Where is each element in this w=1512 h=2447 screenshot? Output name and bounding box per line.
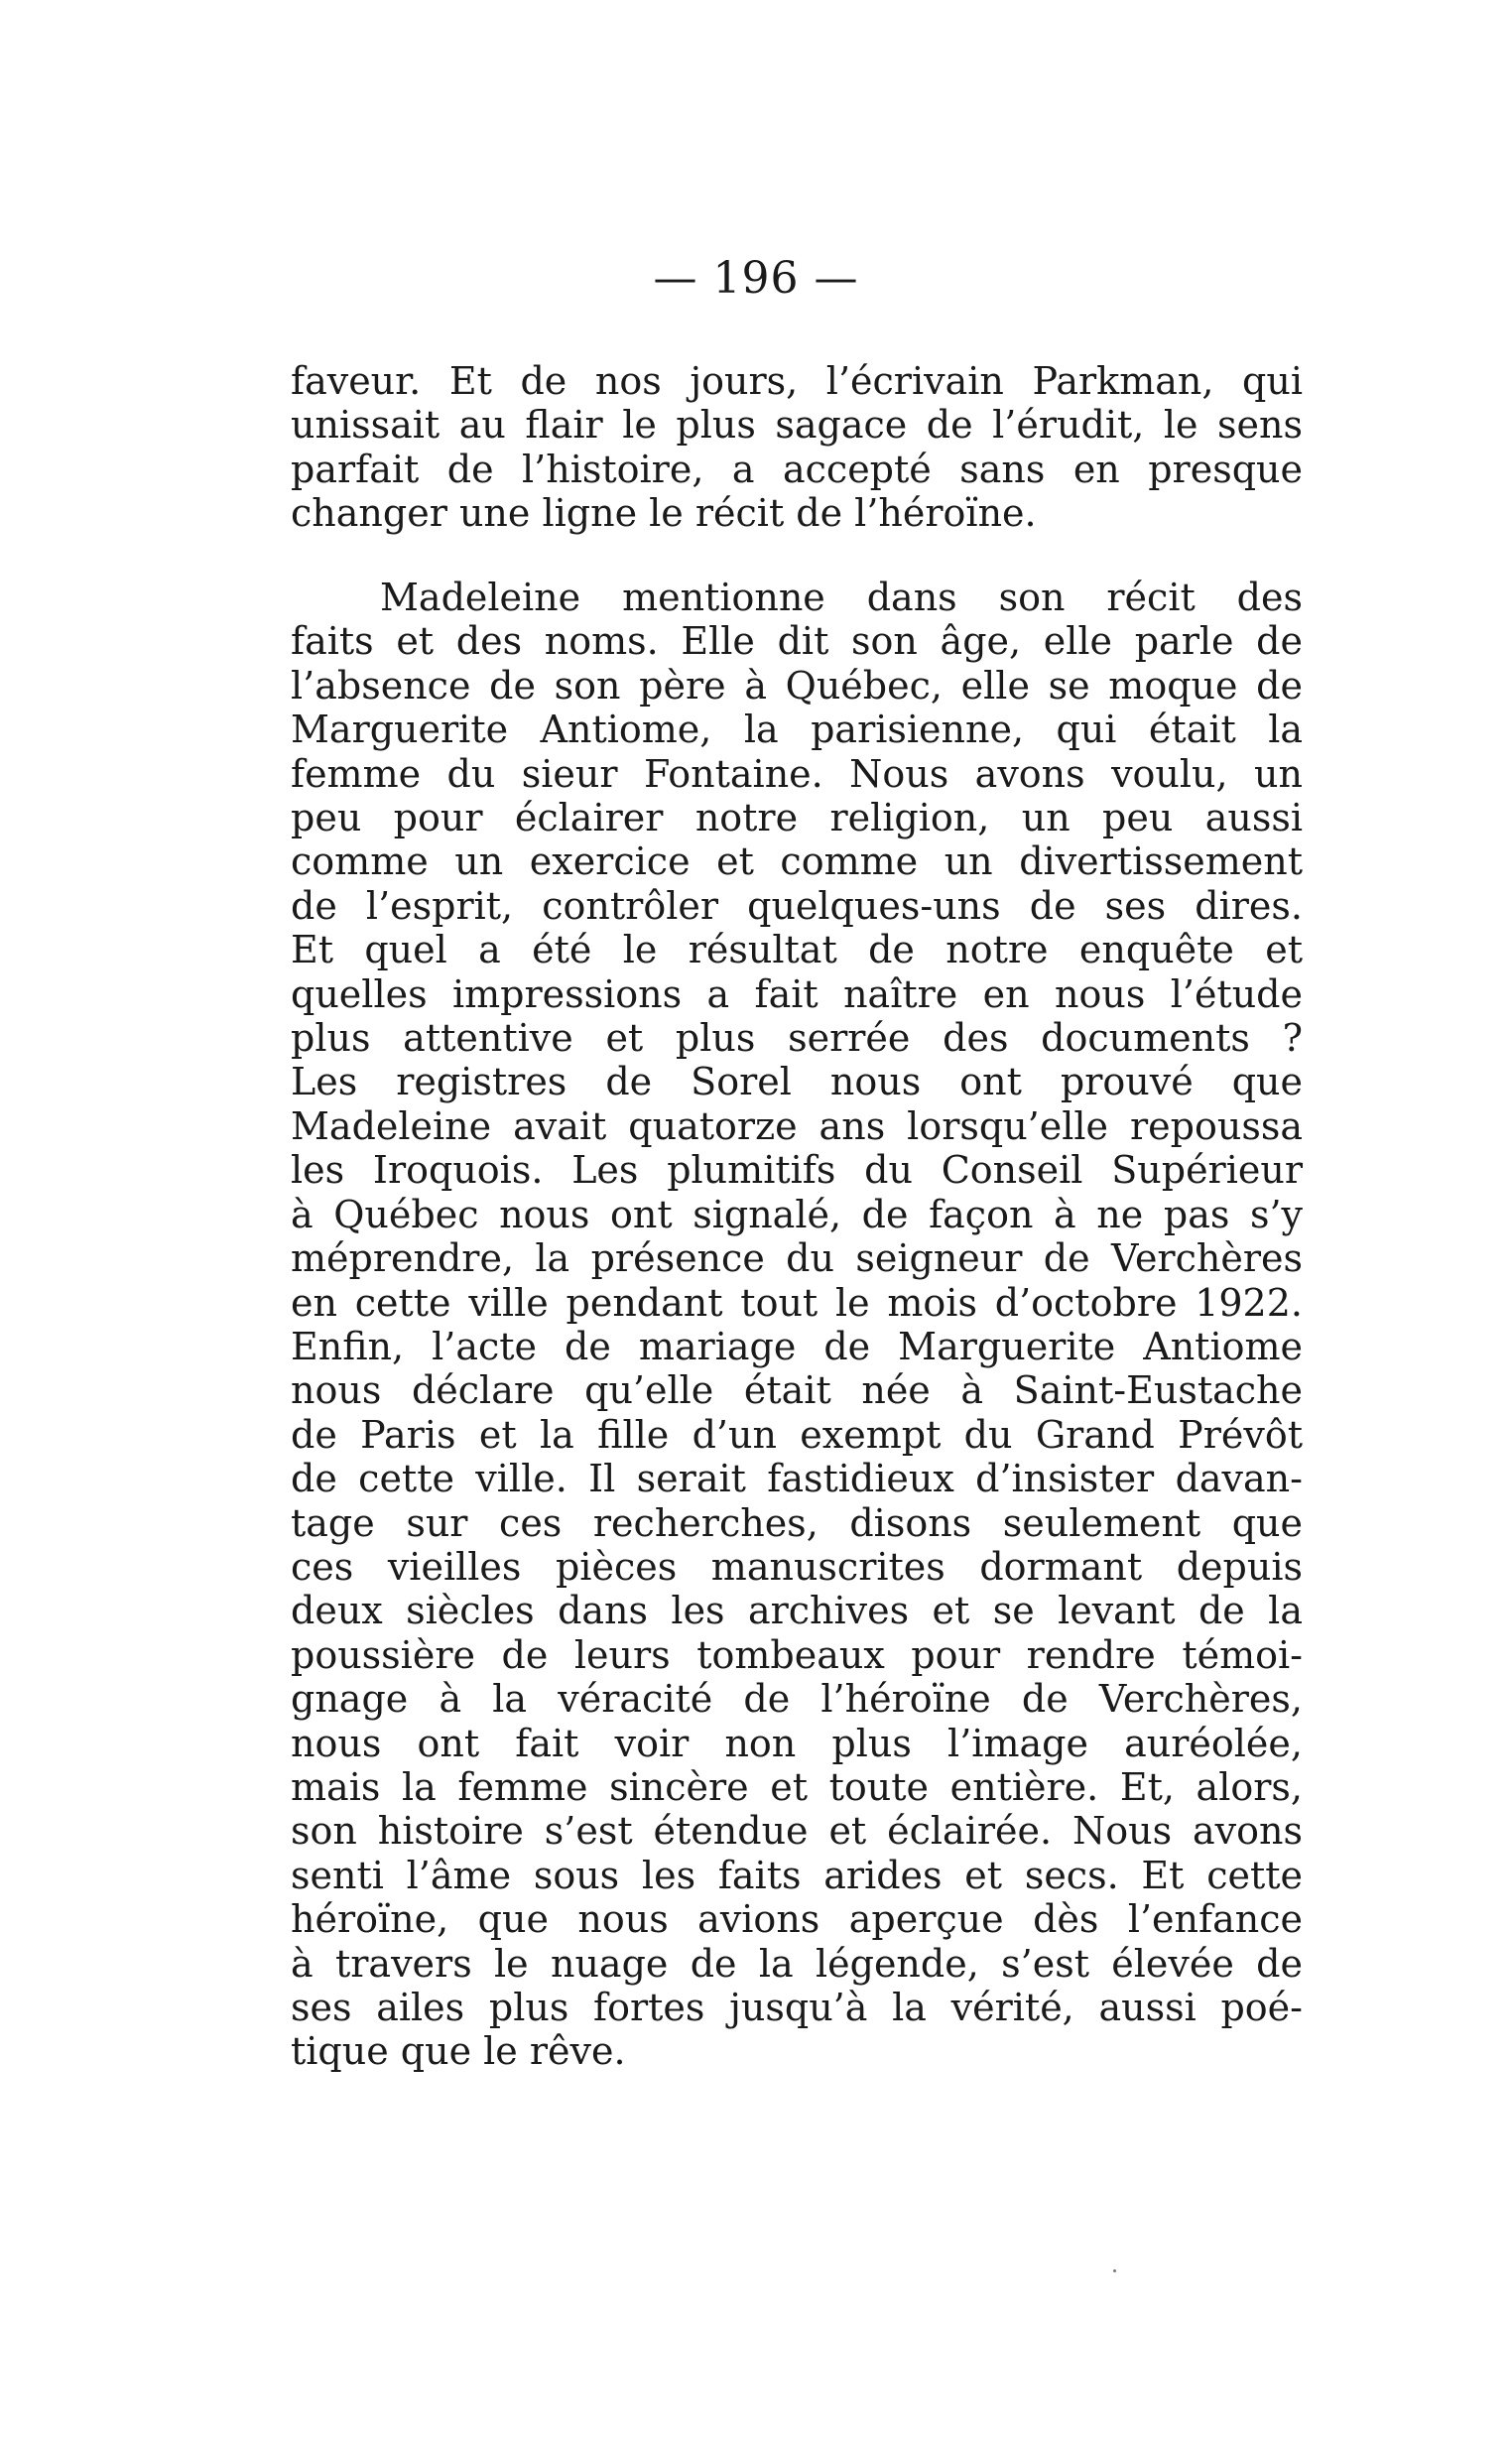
text-line: femme du sieur Fontaine. Nous avons voulu, un: [291, 751, 1303, 796]
text-line: de l’esprit, contrôler quelques-uns de ses dires.: [291, 883, 1303, 928]
text-line: plus attentive et plus serrée des documents ?: [291, 1016, 1303, 1061]
text-line: à Québec nous ont signalé, de façon à ne pas s’y: [291, 1192, 1303, 1236]
text-line: gnage à la véracité de l’héroïne de Verchères,: [291, 1677, 1303, 1722]
text-line: de cette ville. Il serait fastidieux d’insister davan-: [291, 1457, 1303, 1501]
text-line: Enfin, l’acte de mariage de Marguerite Antiome: [291, 1324, 1303, 1368]
text-line: nous déclare qu’elle était née à Saint-Eustache: [291, 1368, 1303, 1413]
text-line: parfait de l’histoire, a accepté sans en presque: [291, 447, 1303, 491]
text-line: nous ont fait voir non plus l’image auréolée,: [291, 1721, 1303, 1765]
text-line: unissait au flair le plus sagace de l’érudit, le sens: [291, 403, 1303, 448]
page-number: — 196 —: [653, 253, 859, 304]
text-line: tage sur ces recherches, disons seulement que: [291, 1500, 1303, 1545]
text-line: tique que le rêve.: [291, 2029, 626, 2074]
text-line: les Iroquois. Les plumitifs du Conseil Supérieur: [291, 1148, 1303, 1193]
text-line: poussière de leurs tombeaux pour rendre témoi-: [291, 1632, 1303, 1677]
text-line: son histoire s’est étendue et éclairée. Nous avons: [291, 1809, 1303, 1854]
text-line: deux siècles dans les archives et se levant de la: [291, 1589, 1303, 1633]
text-line: faits et des noms. Elle dit son âge, elle parle de: [291, 619, 1303, 664]
text-line: de Paris et la fille d’un exempt du Grand Prévôt: [291, 1412, 1303, 1457]
text-line: quelles impressions a fait naître en nous l’étude: [291, 971, 1303, 1016]
text-line: l’absence de son père à Québec, elle se moque de: [291, 663, 1303, 708]
text-line: ses ailes plus fortes jusqu’à la vérité, aussi poé-: [291, 1986, 1303, 2029]
text-line: faveur. Et de nos jours, l’écrivain Parkman, qui: [291, 359, 1303, 403]
text-line: mais la femme sincère et toute entière. Et, alors,: [291, 1764, 1303, 1809]
text-line: en cette ville pendant tout le mois d’octobre 1922.: [291, 1280, 1303, 1325]
text-line: peu pour éclairer notre religion, un peu aussi: [291, 796, 1303, 840]
paragraph-1: [291, 359, 1303, 536]
text-line: Les registres de Sorel nous ont prouvé que: [291, 1060, 1303, 1104]
text-line: changer une ligne le récit de l’héroïne.: [291, 491, 1037, 536]
paragraph-2: [291, 576, 1303, 2074]
text-line: ces vieilles pièces manuscrites dormant depuis: [291, 1544, 1303, 1589]
text-line: méprendre, la présence du seigneur de Verchères: [291, 1236, 1303, 1281]
text-line: Marguerite Antiome, la parisienne, qui était la: [291, 708, 1303, 752]
text-line: Madeleine mentionne dans son récit des: [380, 576, 1303, 619]
text-line: à travers le nuage de la légende, s’est élevée de: [291, 1941, 1303, 1986]
text-line: senti l’âme sous les faits arides et secs. Et cette: [291, 1853, 1303, 1897]
text-line: Et quel a été le résultat de notre enquête et: [291, 928, 1303, 972]
text-line: héroïne, que nous avions aperçue dès l’enfance: [291, 1897, 1303, 1942]
text-line: Madeleine avait quatorze ans lorsqu’elle repoussa: [291, 1103, 1303, 1148]
print-speck: [1113, 2269, 1116, 2272]
text-line: comme un exercice et comme un divertissement: [291, 839, 1303, 884]
